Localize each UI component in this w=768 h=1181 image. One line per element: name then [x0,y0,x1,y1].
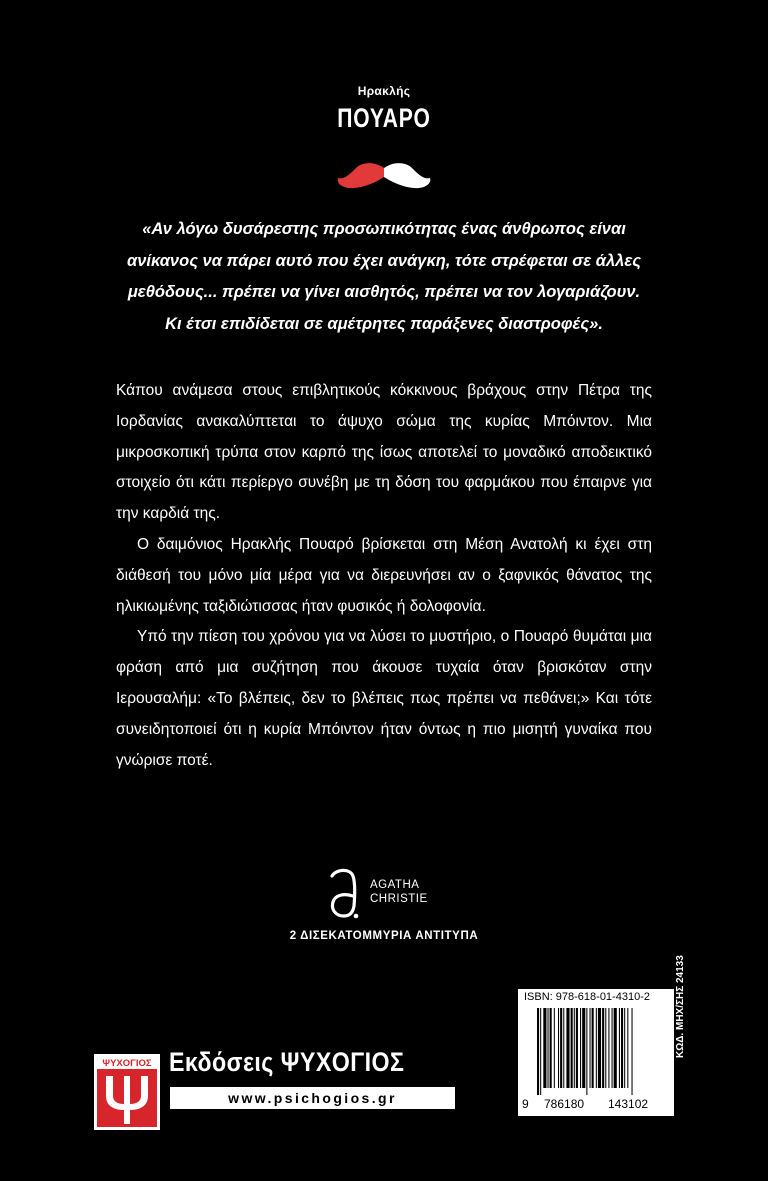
quote-line: «Αν λόγω δυσάρεστης προσωπικότητας ένας άνθρωπος είναι [142,220,626,238]
barcode-bar [605,1008,606,1088]
barcode-bar [602,1008,604,1088]
barcode-bar [543,1008,546,1088]
barcode-bar [576,1008,578,1088]
isbn-label: ISBN: 978-618-01-4310-2 [524,991,650,1003]
blurb-paragraph: Υπό την πίεση του χρόνου για να λύσει το μυστήριο, ο Πουαρό θυμάται μια φράση από μια συζήτηση που άκουσε τυχαία όταν βρισκόταν στην Ιερουσαλήμ: «Το βλέπεις, δεν το βλέπεις πως πρέπει να πεθάνει;» Και τότε συνειδητοποιεί ότι η κυρία Μπόιντον ήταν όντως η πιο μισητή γυναίκα που γνώρισε ποτέ. [116,628,652,769]
barcode-digit-group: 143102 [608,1097,649,1111]
barcode-bar [598,1008,601,1088]
series-last-name: ΠΟΥΑΡΟ [337,103,431,133]
barcode-digit-group: 786180 [544,1097,585,1111]
barcode-bar [571,1008,573,1088]
quote-line: Κι έτσι επιδίδεται σε αμέτρητες παράξενες διαστροφές». [165,314,603,333]
psi-logo-text: ΨΥΧΟΓΙΟΣ [102,1058,152,1069]
barcode-bar [619,1008,620,1088]
blurb-paragraph: Κάπου ανάμεσα στους επιβλητικούς κόκκινους βράχους στην Πέτρα της Ιορδανίας ανακαλύπτεται το άψυχο σώμα της κυρίας Μπόιντον. Μια μικροσκοπική τρύπα στον καρπό της ίσως αποτελεί το μοναδικό αποδεικτικό στοιχείο ότι κάτι περίεργο συνέβη με τη δόση του φαρμάκου που έπαιρνε για την καρδιά της. [116,382,652,523]
publisher-name: Εκδόσεις ΨΥΧΟΓΙΟΣ [169,1047,405,1077]
barcode-bar [574,1008,575,1088]
agatha-christie-wordmark [370,878,428,906]
copies-sold-banner: 2 ΔΙΣΕΚΑΤΟΜΜΥΡΙΑ ΑΝΤΙΤΥΠΑ [289,930,479,942]
publisher-website-link[interactable]: www.psichogios.gr [170,1087,455,1109]
agatha-line: AGATHA [370,879,420,891]
barcode-bar [560,1008,562,1088]
barcode-bar [582,1008,585,1088]
barcode-bar [592,1008,594,1088]
barcode-bar [632,1008,633,1095]
barcode-bar [624,1008,625,1088]
barcode-bar [614,1008,617,1088]
barcode-bar [554,1008,555,1088]
psi-logo-icon [94,1054,160,1130]
barcode-bar [586,1008,587,1095]
barcode-bar [627,1008,628,1088]
barcode-bar [590,1008,591,1088]
series-first-name: Ηρακλής [357,84,411,98]
barcode-bar [548,1008,549,1088]
barcode-bar [608,1008,609,1088]
christie-line: CHRISTIE [370,893,428,905]
agatha-christie-a-icon [326,866,362,926]
barcode-bar [558,1008,559,1088]
barcode-bar [566,1008,569,1088]
blurb-paragraph: Ο δαιμόνιος Ηρακλής Πουαρό βρίσκεται στη Μέση Ανατολή κι έχει στη διάθεσή του μόνο μία μέρα για να διερευνήσει αν ο ξαφνικός θάνατος της ηλικιωμένης ταξιδιώτισσας ήταν φυσικός ή δολοφονία. [116,535,652,615]
barcode-icon [537,1008,667,1095]
barcode-bar [596,1008,597,1088]
product-code-text: ΚΩΔ. ΜΗΧ/ΣΗΣ 24133 [675,955,686,1058]
blurb [116,376,652,776]
barcode-bar [563,1008,564,1088]
quote-line: ανίκανος να πάρει αυτό που έχει ανάγκη, τότε στρέφεται σε άλλες [127,251,641,270]
barcode-bar [621,1008,623,1088]
barcode-digit-first: 9 [522,1097,529,1111]
quote-line: μεθόδους... πρέπει να γίνει αισθητός, πρέπει να τον λογαριάζουν. [127,283,641,301]
barcode-bar [550,1008,552,1088]
barcode-bar [612,1008,613,1088]
barcode-bar [580,1008,581,1088]
barcode-bar [537,1008,539,1095]
barcode-bar [540,1008,541,1095]
back-cover-quote [110,214,658,340]
mustache-icon [334,158,434,194]
